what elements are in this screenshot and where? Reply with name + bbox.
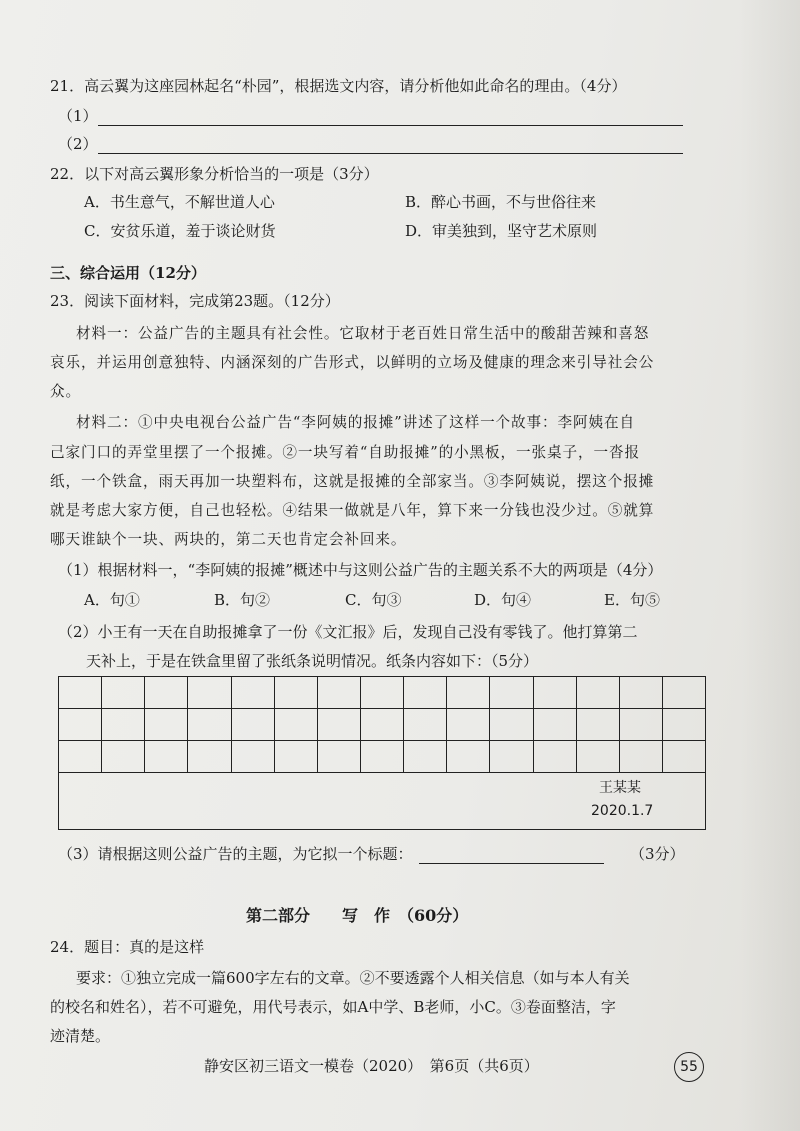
grid-cell[interactable] — [534, 741, 577, 772]
q23-3-question: （3）请根据这则公益广告的主题，为它拟一个标题： — [58, 845, 413, 863]
grid-cell[interactable] — [188, 741, 231, 772]
grid-cell[interactable] — [404, 677, 447, 708]
grid-cell[interactable] — [361, 709, 404, 740]
q24-requirement-line: 要求：①独立完成一篇600字左右的文章。②不要透露个人相关信息（如与本人有关 — [76, 969, 630, 987]
grid-cell[interactable] — [102, 709, 145, 740]
material2-line: 己家门口的弄堂里摆了一个报摊。②一块写着“自助报摊”的小黑板，一张桌子，一沓报 — [50, 444, 640, 461]
grid-cell[interactable] — [318, 709, 361, 740]
grid-cell[interactable] — [275, 677, 318, 708]
material2-line: 材料二：①中央电视台公益广告“李阿姨的报摊”讲述了这样一个故事：李阿姨在自 — [76, 414, 636, 431]
q23-1-option-b[interactable]: B．句② — [214, 591, 271, 609]
grid-signature-area — [59, 773, 705, 829]
grid-cell[interactable] — [361, 677, 404, 708]
grid-cell[interactable] — [232, 741, 275, 772]
grid-cell[interactable] — [232, 709, 275, 740]
grid-cell[interactable] — [404, 709, 447, 740]
grid-cell[interactable] — [102, 741, 145, 772]
grid-cell[interactable] — [577, 741, 620, 772]
q21-answer-line-1[interactable] — [98, 111, 683, 126]
grid-cell[interactable] — [447, 741, 490, 772]
grid-cell[interactable] — [534, 677, 577, 708]
q23-2-stem-line: 天补上，于是在铁盒里留了张纸条说明情况。纸条内容如下：（5分） — [86, 652, 539, 670]
grid-cell[interactable] — [145, 677, 188, 708]
grid-cell[interactable] — [188, 709, 231, 740]
material1-line: 哀乐，并运用创意独特、内涵深刻的广告形式，以鲜明的立场及健康的理念来引导社会公 — [50, 354, 655, 371]
grid-cell[interactable] — [663, 741, 705, 772]
scan-shadow — [740, 0, 800, 1131]
material1-line: 材料一：公益广告的主题具有社会性。它取材于老百姓日常生活中的酸甜苦辣和喜怒 — [76, 325, 650, 342]
grid-cell[interactable] — [447, 709, 490, 740]
grid-cell[interactable] — [577, 677, 620, 708]
grid-cell[interactable] — [275, 741, 318, 772]
grid-cell[interactable] — [318, 677, 361, 708]
q22-option-b[interactable]: B．醉心书画，不与世俗往来 — [405, 193, 597, 211]
grid-cell[interactable] — [620, 677, 663, 708]
q22-option-a[interactable]: A．书生意气，不解世道人心 — [84, 193, 275, 211]
grid-cell[interactable] — [145, 709, 188, 740]
grid-cell[interactable] — [663, 677, 705, 708]
q23-1-option-d[interactable]: D．句④ — [474, 591, 532, 609]
grid-cell[interactable] — [620, 709, 663, 740]
q22-stem: 22．以下对高云翼形象分析恰当的一项是（3分） — [50, 165, 379, 183]
grid-cell[interactable] — [577, 709, 620, 740]
q24-requirement-line: 迹清楚。 — [50, 1027, 111, 1045]
q22-option-c[interactable]: C．安贫乐道，羞于谈论财货 — [84, 222, 276, 240]
note-signature: 王某某 — [599, 780, 641, 796]
q23-1-option-c[interactable]: C．句③ — [345, 591, 402, 609]
grid-row — [59, 677, 705, 709]
grid-cell[interactable] — [490, 677, 533, 708]
q24-requirement-line: 的校名和姓名），若不可避免，用代号表示，如A中学、B老师，小C。③卷面整洁，字 — [50, 998, 616, 1016]
grid-cell[interactable] — [490, 741, 533, 772]
grid-cell[interactable] — [145, 741, 188, 772]
q21-blank-label-2: （2） — [58, 135, 98, 153]
section-title: 三、综合运用（12分） — [50, 264, 206, 282]
grid-cell[interactable] — [447, 677, 490, 708]
grid-cell[interactable] — [59, 677, 102, 708]
grid-cell[interactable] — [361, 741, 404, 772]
q23-3-title-answer-line[interactable] — [419, 849, 604, 864]
grid-row — [59, 709, 705, 741]
grid-cell[interactable] — [59, 709, 102, 740]
grid-row — [59, 741, 705, 773]
q22-option-d[interactable]: D．审美独到，坚守艺术原则 — [405, 222, 598, 240]
part2-title: 第二部分 写 作 （60分） — [246, 906, 469, 925]
material1-line: 众。 — [50, 383, 81, 400]
grid-cell[interactable] — [102, 677, 145, 708]
q23-1-option-a[interactable]: A．句① — [84, 591, 140, 609]
material2-line: 纸，一个铁盒，雨天再加一块塑料布，这就是报摊的全部家当。③李阿姨说，摆这个报摊 — [50, 473, 655, 490]
grid-cell[interactable] — [59, 741, 102, 772]
q21-answer-2[interactable] — [58, 134, 683, 154]
q23-3-score: （3分） — [630, 845, 685, 863]
grid-cell[interactable] — [318, 741, 361, 772]
grid-cell[interactable] — [534, 709, 577, 740]
q23-stem: 23．阅读下面材料，完成第23题。（12分） — [50, 292, 340, 310]
page-footer: 静安区初三语文一模卷（2020） 第6页（共6页） — [204, 1057, 539, 1075]
q21-stem: 21．高云翼为这座园林起名“朴园”，根据选文内容，请分析他如此命名的理由。（4分） — [50, 77, 627, 95]
grid-cell[interactable] — [490, 709, 533, 740]
grid-cell[interactable] — [663, 709, 705, 740]
material2-line: 就是考虑大家方便，自己也轻松。④结果一做就是八年，算下来一分钱也没少过。⑤就算 — [50, 502, 655, 519]
q23-2-stem-line: （2）小王有一天在自助报摊拿了一份《文汇报》后，发现自己没有零钱了。他打算第二 — [58, 623, 638, 641]
q23-1-stem: （1）根据材料一，“李阿姨的报摊”概述中与这则公益广告的主题关系不大的两项是（4分） — [58, 561, 663, 579]
grid-cell[interactable] — [188, 677, 231, 708]
grid-cell[interactable] — [404, 741, 447, 772]
note-date: 2020.1.7 — [591, 803, 654, 819]
q23-3-stem — [58, 844, 604, 864]
q24-stem: 24．题目：真的是这样 — [50, 938, 205, 956]
q21-answer-line-2[interactable] — [98, 139, 683, 154]
note-writing-grid[interactable] — [58, 676, 706, 830]
grid-cell[interactable] — [232, 677, 275, 708]
q23-1-option-e[interactable]: E．句⑤ — [604, 591, 660, 609]
material2-line: 哪天谁缺个一块、两块的，第二天也肯定会补回来。 — [50, 531, 407, 548]
q21-answer-1[interactable] — [58, 106, 683, 126]
q21-blank-label-1: （1） — [58, 107, 98, 125]
circled-page-number: 55 — [674, 1052, 704, 1082]
grid-cell[interactable] — [620, 741, 663, 772]
grid-cell[interactable] — [275, 709, 318, 740]
